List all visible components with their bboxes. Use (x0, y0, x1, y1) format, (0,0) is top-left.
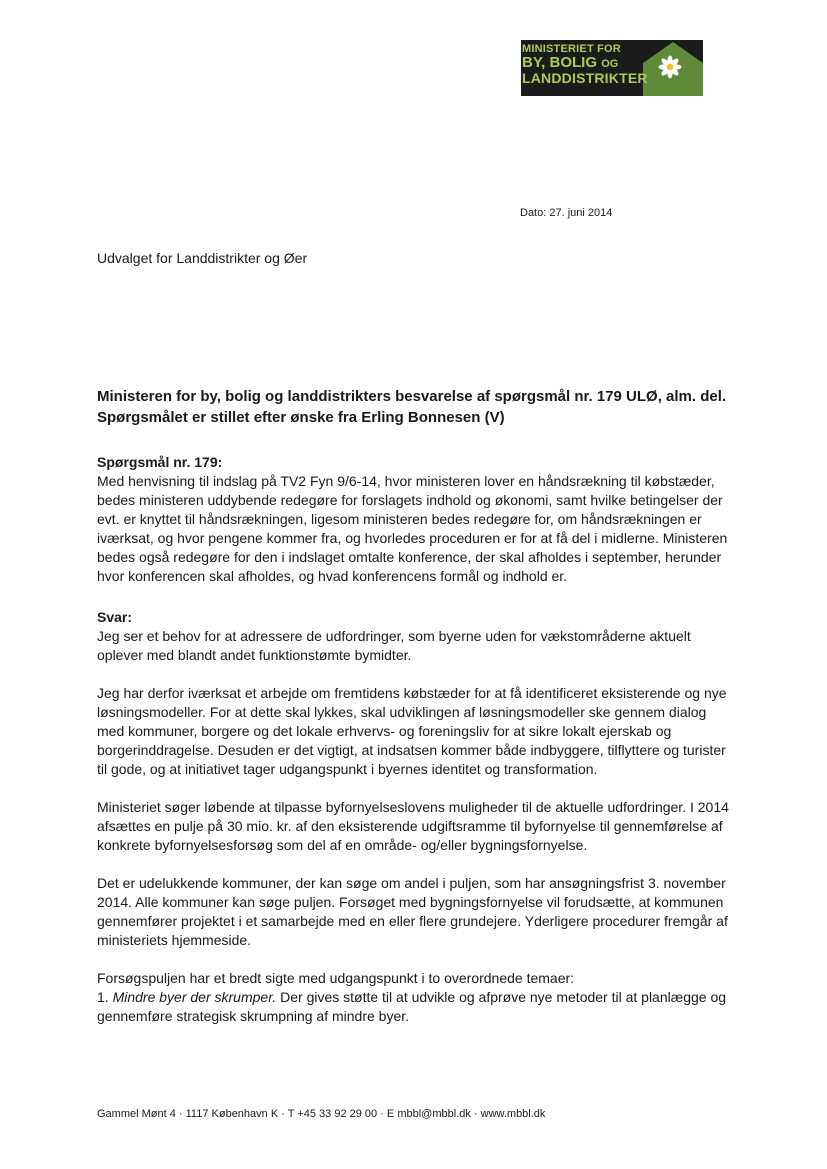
answer-paragraph: Jeg har derfor iværksat et arbejde om fremtidens købstæder for at få identificeret eksisterende og nye løsningsmodeller. For at dette skal lykkes, skal udviklingen af løsningsmodeller ske gennem dialog med kommuner, borgere og det lokale erhvervs- og foreningsliv for at sikre lokalt ejerskab og borgerinddragelse. Desuden er det vigtigt, at indsatsen kommer både indbyggere, tilflyttere og turister til gode, og at initiativet tager udgangspunkt i byernes identitet og transformation. (97, 685, 727, 777)
theme-item (97, 988, 737, 1026)
logo-line-3: LANDDISTRIKTER (522, 69, 648, 86)
answer-paragraph: Jeg ser et behov for at adressere de udfordringer, som byerne uden for vækstområderne aktuelt oplever med blandt andet funktionstømte bymidter. (97, 628, 691, 663)
logo-line-1: MINISTERIET FOR (522, 43, 621, 55)
answer-paragraph: Det er udelukkende kommuner, der kan søge om andel i puljen, som har ansøgningsfrist 3. november 2014. Alle kommuner kan søge puljen. Forsøget med bygningsfornyelse vil forudsætte, at kommunen gennemfører projektet i et samarbejde med en eller flere grundejere. Yderligere procedurer fremgår af ministeriets hjemmeside. (97, 875, 728, 948)
themes-intro: Forsøgspuljen har et bredt sigte med udgangspunkt i to overordnede temaer: (97, 970, 575, 986)
document-title: Ministeren for by, bolig og landdistrikters besvarelse af spørgsmål nr. 179 ULØ, alm. del. Spørgsmålet er stillet efter ønske fra Erling Bonnesen (V) (97, 388, 727, 426)
document-body (97, 386, 737, 1026)
logo-line-2-small: OG (601, 58, 619, 71)
theme-title: Mindre byer der skrumper. (112, 989, 277, 1005)
theme-number: 1. (97, 989, 109, 1005)
logo-line-2 (522, 55, 648, 70)
question-text: Med henvisning til indslag på TV2 Fyn 9/6-14, hvor ministeren lover en håndsrækning til købstæder, bedes ministeren uddybende redegøre for forslagets indhold og økonomi, samt hvilke betingelser der evt. er knyttet til håndsrækningen, ligesom ministeren bedes redegøre for, om håndsrækningen er iværksat, og hvor pengene kommer fra, og hvorledes proceduren er for at få del i midlerne. Ministeren bedes også redegøre for den i indslaget omtalte konference, der skal afholdes i september, herunder hvor konferencen skal afholdes, og hvad konferencens formål og indhold er. (97, 473, 728, 584)
document-date: Dato: 27. juni 2014 (520, 207, 613, 219)
logo-wordmark (522, 44, 648, 85)
answer-label: Svar: (97, 609, 133, 625)
recipient: Udvalget for Landdistrikter og Øer (97, 250, 308, 266)
answer-paragraph: Ministeriet søger løbende at tilpasse byfornyelseslovens muligheder til de aktuelle udfordringer. I 2014 afsættes en pulje på 30 mio. kr. af den eksisterende udgiftsramme til byfornyelse til gennemførelse af konkrete byfornyelsesforsøg som del af en område- og/eller bygningsfornyelse. (97, 799, 729, 853)
ministry-logo (521, 40, 703, 96)
question-label: Spørgsmål nr. 179: (97, 454, 223, 470)
theme-text: Der gives støtte til at udvikle og afprøve nye metoder til at planlægge og gennemføre strategisk skrumpning af mindre byer. (97, 989, 727, 1024)
logo-line-2-main: BY, BOLIG (522, 54, 598, 72)
footer-address: Gammel Mønt 4 · 1117 København K · T +45 33 92 29 00 · E mbbl@mbbl.dk · www.mbbl.dk (97, 1108, 546, 1120)
themes-list (97, 988, 737, 1026)
